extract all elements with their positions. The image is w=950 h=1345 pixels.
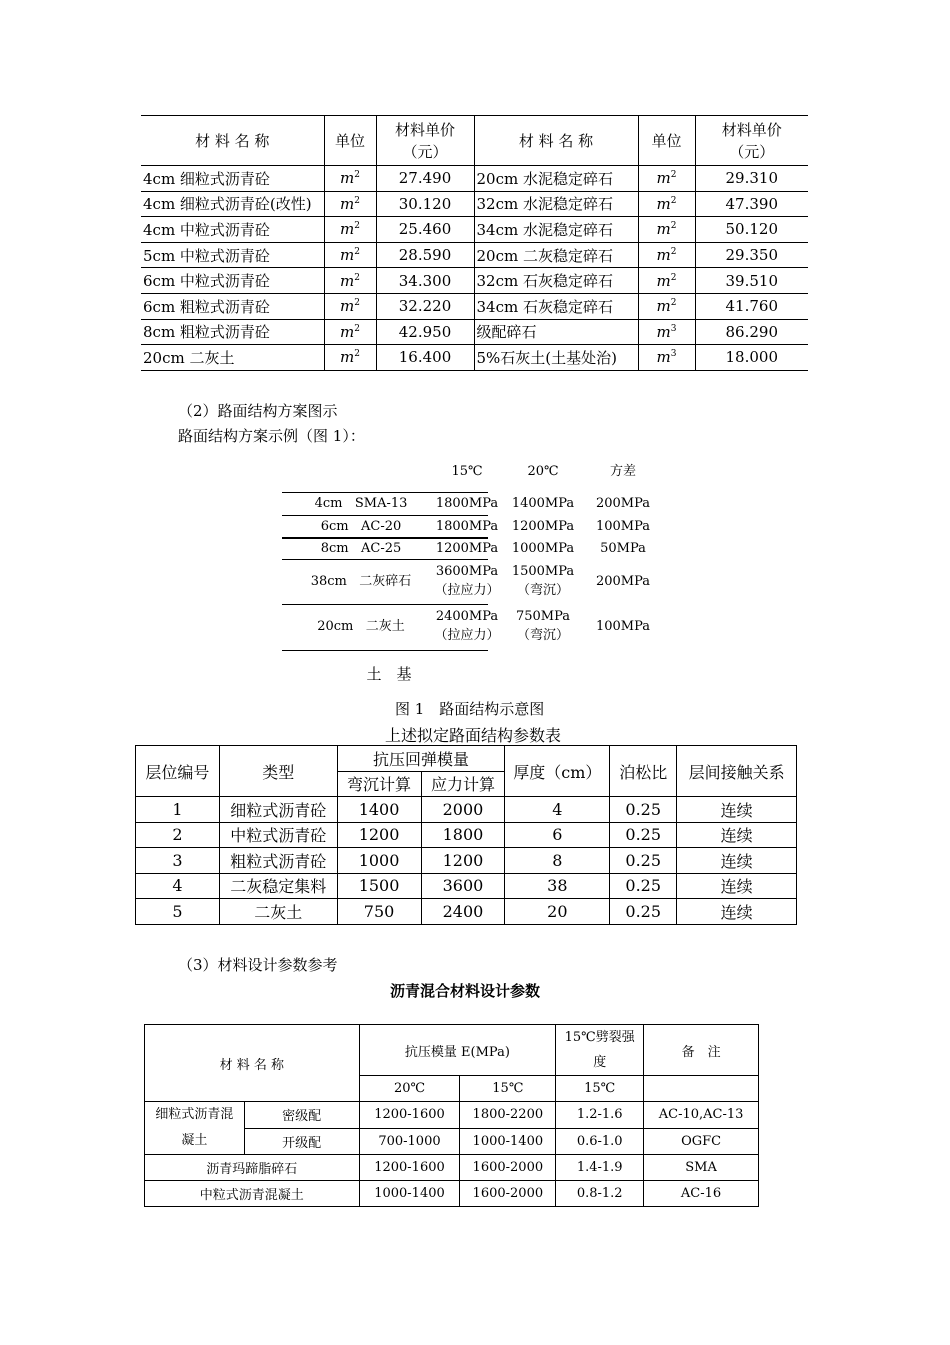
layer-label [296, 572, 426, 591]
table-row [136, 873, 797, 899]
modulus-15c: 1800MPa [435, 519, 499, 534]
header-layer-no: 层位编号 [136, 746, 220, 797]
cell-variance [588, 539, 658, 558]
unit: $m^2$ [638, 242, 695, 268]
table-row [136, 822, 797, 848]
cell-15c [432, 562, 502, 600]
variance: 200MPa [595, 574, 651, 589]
modulus-20c: 1500MPa [511, 564, 575, 579]
unit-price: 25.460 [376, 217, 474, 243]
cell-contact: 连续 [677, 797, 797, 823]
cell-poisson: 0.25 [610, 848, 677, 874]
table-row [141, 166, 808, 192]
layer-thickness: 8cm [320, 541, 349, 556]
material-name: 8cm 粗粒式沥青砼 [141, 319, 324, 345]
cell-15c [432, 607, 502, 645]
e15: 1800-2200 [460, 1102, 556, 1129]
param-table-title: 上述拟定路面结构参数表 [385, 726, 562, 745]
material-name: 级配碎石 [474, 319, 638, 345]
table-row [141, 242, 808, 268]
modulus-20c: 1400MPa [511, 496, 575, 511]
modulus-15c: 1200MPa [435, 541, 499, 556]
design-param-table [144, 1024, 759, 1207]
header-thickness: 厚度（cm） [505, 746, 610, 797]
cell-stress: 3600 [421, 873, 505, 899]
variance: 200MPa [595, 496, 651, 511]
unit: $m^3$ [638, 345, 695, 371]
material-name: 32cm 水泥稳定碎石 [474, 191, 638, 217]
header-modulus: 抗压回弹模量 [337, 746, 505, 772]
cell-thick: 8 [505, 848, 610, 874]
unit: $m^2$ [324, 293, 376, 319]
variance: 50MPa [600, 541, 646, 556]
cell-no: 1 [136, 797, 220, 823]
cell-thick: 6 [505, 822, 610, 848]
material-name: 4cm 细粒式沥青砼 [141, 166, 324, 192]
cell-20c [508, 607, 578, 645]
section-2-heading: （2）路面结构方案图示 [178, 402, 338, 420]
cell-defl: 1400 [337, 797, 421, 823]
cell-variance [588, 517, 658, 536]
unit-price: 18.000 [695, 345, 808, 371]
cell-defl: 750 [337, 899, 421, 925]
header-empty [644, 1076, 759, 1102]
cell-stress: 1200 [421, 848, 505, 874]
cell-contact: 连续 [677, 848, 797, 874]
sub-name: 开级配 [244, 1128, 359, 1155]
unit: $m^2$ [324, 191, 376, 217]
unit-price: 50.120 [695, 217, 808, 243]
table-header-row [141, 116, 808, 166]
header-deflection: 弯沉计算 [337, 771, 421, 797]
layer-thickness: 38cm [310, 574, 347, 589]
layer-line [282, 604, 488, 605]
header-stress: 应力计算 [421, 771, 505, 797]
unit: $m^2$ [324, 242, 376, 268]
cell-no: 4 [136, 873, 220, 899]
cell-no: 5 [136, 899, 220, 925]
table-row [145, 1102, 759, 1129]
header-price: 材料单价（元） [376, 116, 474, 166]
cell-15c [432, 539, 502, 558]
layer-label [296, 517, 426, 536]
layer-label [296, 617, 426, 636]
unit-price: 29.310 [695, 166, 808, 192]
split: 1.2-1.6 [556, 1102, 644, 1129]
table-row [141, 191, 808, 217]
e20: 1200-1600 [359, 1155, 460, 1181]
cell-stress: 2400 [421, 899, 505, 925]
note: OGFC [644, 1128, 759, 1155]
unit-price: 28.590 [376, 242, 474, 268]
material-name: 中粒式沥青混凝土 [145, 1181, 360, 1207]
layer-label [296, 494, 426, 513]
cell-defl: 1500 [337, 873, 421, 899]
table-row [145, 1181, 759, 1207]
unit: $m^3$ [638, 319, 695, 345]
design-table-title: 沥青混合材料设计参数 [390, 982, 541, 1000]
layer-thickness: 4cm [314, 496, 343, 511]
structure-param-table [135, 745, 797, 925]
cell-poisson: 0.25 [610, 797, 677, 823]
unit-price: 47.390 [695, 191, 808, 217]
layer-line [282, 559, 488, 560]
unit-price: 41.760 [695, 293, 808, 319]
cell-type: 粗粒式沥青砼 [219, 848, 337, 874]
unit-price: 29.350 [695, 242, 808, 268]
layer-label [296, 539, 426, 558]
header-unit: 单位 [324, 116, 376, 166]
note: SMA [644, 1155, 759, 1181]
table-row [141, 217, 808, 243]
e15: 1000-1400 [460, 1128, 556, 1155]
cell-15c [432, 494, 502, 513]
cell-type: 中粒式沥青砼 [219, 822, 337, 848]
col-header-15c: 15℃ [451, 464, 483, 479]
e15: 1600-2000 [460, 1155, 556, 1181]
modulus-15c-note: （拉应力） [434, 628, 500, 643]
material-name: 沥青玛蹄脂碎石 [145, 1155, 360, 1181]
split: 1.4-1.9 [556, 1155, 644, 1181]
cell-contact: 连续 [677, 873, 797, 899]
split: 0.8-1.2 [556, 1181, 644, 1207]
header-type: 类型 [219, 746, 337, 797]
note: AC-16 [644, 1181, 759, 1207]
layer-thickness: 6cm [320, 519, 349, 534]
cell-20c [508, 517, 578, 536]
unit: $m^2$ [324, 268, 376, 294]
col-header-20c: 20℃ [527, 464, 559, 479]
unit: $m^2$ [324, 345, 376, 371]
modulus-20c-note: （弯沉） [516, 583, 569, 598]
table-row [141, 268, 808, 294]
material-name: 32cm 石灰稳定碎石 [474, 268, 638, 294]
material-name: 6cm 中粒式沥青砼 [141, 268, 324, 294]
unit-price: 86.290 [695, 319, 808, 345]
cell-stress: 2000 [421, 797, 505, 823]
cell-contact: 连续 [677, 822, 797, 848]
unit: $m^2$ [324, 319, 376, 345]
cell-variance [588, 572, 658, 591]
header-poisson: 泊松比 [610, 746, 677, 797]
material-name: 34cm 石灰稳定碎石 [474, 293, 638, 319]
cell-variance [588, 617, 658, 636]
header-20c: 20℃ [359, 1076, 460, 1102]
unit: $m^2$ [638, 166, 695, 192]
table-row [145, 1155, 759, 1181]
cell-20c [508, 494, 578, 513]
cell-type: 细粒式沥青砼 [219, 797, 337, 823]
cell-poisson: 0.25 [610, 822, 677, 848]
unit: $m^2$ [638, 191, 695, 217]
unit: $m^2$ [638, 293, 695, 319]
pavement-structure-diagram [270, 458, 690, 688]
e20: 1200-1600 [359, 1102, 460, 1129]
material-name: 5cm 中粒式沥青砼 [141, 242, 324, 268]
table-row [136, 848, 797, 874]
modulus-15c-note: （拉应力） [434, 583, 500, 598]
material-name: 4cm 细粒式沥青砼(改性) [141, 191, 324, 217]
unit: $m^2$ [324, 166, 376, 192]
e15: 1600-2000 [460, 1181, 556, 1207]
cell-thick: 4 [505, 797, 610, 823]
layer-material: AC-25 [361, 541, 402, 556]
unit-price-table [141, 115, 808, 371]
unit-price: 34.300 [376, 268, 474, 294]
table-row [136, 797, 797, 823]
group-name: 细粒式沥青混凝土 [145, 1102, 245, 1155]
cell-no: 2 [136, 822, 220, 848]
layer-line [282, 515, 488, 516]
cell-thick: 38 [505, 873, 610, 899]
modulus-15c: 2400MPa [435, 609, 499, 624]
modulus-20c: 1000MPa [511, 541, 575, 556]
cell-defl: 1000 [337, 848, 421, 874]
e20: 1000-1400 [359, 1181, 460, 1207]
table-row [141, 319, 808, 345]
cell-poisson: 0.25 [610, 899, 677, 925]
header-price: 材料单价（元） [695, 116, 808, 166]
unit-price: 42.950 [376, 319, 474, 345]
section-2-intro: 路面结构方案示例（图 1）： [178, 427, 365, 445]
cell-type: 二灰稳定集料 [219, 873, 337, 899]
section-3-heading: （3）材料设计参数参考 [178, 956, 338, 974]
unit: $m^2$ [324, 217, 376, 243]
header-15c: 15℃ [460, 1076, 556, 1102]
col-header-variance: 方差 [609, 464, 636, 479]
unit-price: 16.400 [376, 345, 474, 371]
table-row [141, 293, 808, 319]
cell-20c [508, 539, 578, 558]
cell-contact: 连续 [677, 899, 797, 925]
header-name: 材 料 名 称 [141, 116, 324, 166]
material-name: 4cm 中粒式沥青砼 [141, 217, 324, 243]
unit: $m^2$ [638, 268, 695, 294]
header-name: 材 料 名 称 [474, 116, 638, 166]
table-header-row [136, 746, 797, 772]
cell-thick: 20 [505, 899, 610, 925]
header-material-name: 材 料 名 称 [145, 1025, 360, 1102]
table-row [136, 899, 797, 925]
unit-price: 32.220 [376, 293, 474, 319]
header-contact: 层间接触关系 [677, 746, 797, 797]
material-name: 20cm 二灰稳定碎石 [474, 242, 638, 268]
variance: 100MPa [595, 519, 651, 534]
table-header-row [145, 1025, 759, 1076]
sub-name: 密级配 [244, 1102, 359, 1129]
cell-20c [508, 562, 578, 600]
cell-stress: 1800 [421, 822, 505, 848]
split: 0.6-1.0 [556, 1128, 644, 1155]
variance: 100MPa [595, 619, 651, 634]
layer-line [282, 650, 488, 651]
layer-material: SMA-13 [354, 496, 408, 511]
cell-defl: 1200 [337, 822, 421, 848]
unit-price: 39.510 [695, 268, 808, 294]
header-15c: 15℃ [556, 1076, 644, 1102]
cell-type: 二灰土 [219, 899, 337, 925]
modulus-20c-note: （弯沉） [516, 628, 569, 643]
material-name: 20cm 水泥稳定碎石 [474, 166, 638, 192]
cell-15c [432, 517, 502, 536]
layer-thickness: 20cm [317, 619, 354, 634]
cell-no: 3 [136, 848, 220, 874]
cell-variance [588, 494, 658, 513]
layer-line [282, 492, 488, 493]
layer-material: 二灰土 [365, 619, 405, 634]
material-name: 6cm 粗粒式沥青砼 [141, 293, 324, 319]
layer-line [282, 537, 488, 539]
modulus-15c: 3600MPa [435, 564, 499, 579]
layer-material: 二灰碎石 [359, 574, 412, 589]
note: AC-10,AC-13 [644, 1102, 759, 1129]
header-note: 备 注 [644, 1025, 759, 1076]
unit-price: 27.490 [376, 166, 474, 192]
modulus-20c: 1200MPa [511, 519, 575, 534]
unit: $m^2$ [638, 217, 695, 243]
material-name: 34cm 水泥稳定碎石 [474, 217, 638, 243]
cell-poisson: 0.25 [610, 873, 677, 899]
subgrade-label: 土 基 [366, 665, 412, 683]
figure-caption: 图 1 路面结构示意图 [395, 700, 545, 718]
material-name: 20cm 二灰土 [141, 345, 324, 371]
header-modulus: 抗压模量 E(MPa) [359, 1025, 556, 1076]
layer-material: AC-20 [361, 519, 402, 534]
unit-price: 30.120 [376, 191, 474, 217]
e20: 700-1000 [359, 1128, 460, 1155]
header-unit: 单位 [638, 116, 695, 166]
modulus-20c: 750MPa [515, 609, 571, 624]
modulus-15c: 1800MPa [435, 496, 499, 511]
header-split-strength: 15℃劈裂强度 [556, 1025, 644, 1076]
table-row [141, 345, 808, 371]
material-name: 5%石灰土(土基处治) [474, 345, 638, 371]
